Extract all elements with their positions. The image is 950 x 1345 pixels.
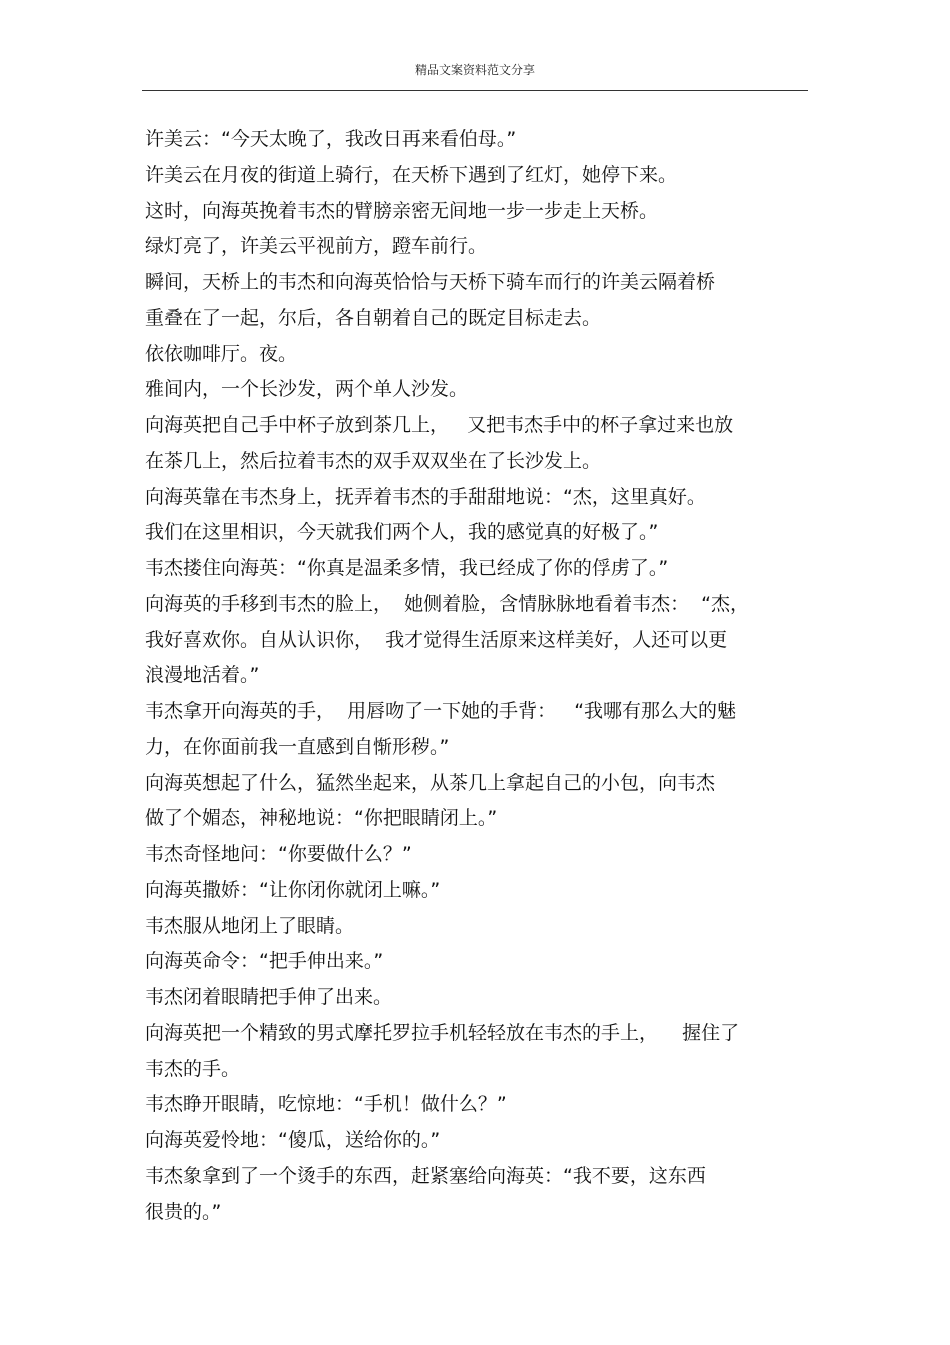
text-line: 我们在这里相识，今天就我们两个人，我的感觉真的好极了。”	[145, 521, 659, 544]
text-line: 许美云在月夜的街道上骑行，在天桥下遇到了红灯，她停下来。	[145, 163, 678, 186]
text-line: 雅间内，一个长沙发，两个单人沙发。	[145, 378, 469, 401]
text-line: 韦杰拿开向海英的手， 用唇吻了一下她的手背： “我哪有那么大的魅	[145, 700, 737, 722]
text-line: 瞬间，天桥上的韦杰和向海英恰恰与天桥下骑车而行的许美云隔着桥	[145, 271, 716, 293]
text-line: 向海英命令：“把手伸出来。”	[145, 950, 384, 973]
text-line: 向海英把自己手中杯子放到茶几上， 又把韦杰手中的杯子拿过来也放	[145, 414, 734, 436]
text-line: 向海英想起了什么，猛然坐起来，从茶几上拿起自己的小包，向韦杰	[145, 771, 716, 794]
text-line: 绿灯亮了，许美云平视前方，蹬车前行。	[145, 235, 488, 258]
text-line: 韦杰的手。	[145, 1057, 241, 1080]
text-line: 向海英把一个精致的男式摩托罗拉手机轻轻放在韦杰的手上， 握住了	[145, 1021, 740, 1044]
text-line: 向海英的手移到韦杰的脸上， 她侧着脸，含情脉脉地看着韦杰： “杰，	[145, 592, 750, 615]
text-line: 力，在你面前我一直感到自惭形秽。”	[145, 735, 450, 758]
text-line: 韦杰奇怪地问：“你要做什么？”	[145, 843, 412, 865]
text-line: 做了个媚态，神秘地说：“你把眼睛闭上。”	[145, 807, 498, 830]
text-line: 重叠在了一起，尔后，各自朝着自己的既定目标走去。	[145, 306, 602, 329]
text-line: 韦杰服从地闭上了眼睛。	[145, 914, 355, 937]
text-line: 在茶几上，然后拉着韦杰的双手双双坐在了长沙发上。	[145, 449, 602, 472]
header-divider	[142, 90, 808, 91]
text-line: 向海英靠在韦杰身上，抚弄着韦杰的手甜甜地说：“杰，这里真好。	[145, 485, 706, 508]
text-line: 我好喜欢你。自从认识你， 我才觉得生活原来这样美好，人还可以更	[145, 628, 728, 651]
text-line: 韦杰象拿到了一个烫手的东西，赶紧塞给向海英：“我不要，这东西	[145, 1164, 706, 1187]
text-line: 韦杰睁开眼睛，吃惊地：“手机！做什么？”	[145, 1093, 507, 1116]
text-line: 许美云：“今天太晚了，我改日再来看伯母。”	[145, 128, 517, 150]
header-title: 精品文案资料范文分享	[414, 63, 535, 77]
page-header	[0, 62, 950, 78]
text-line: 浪漫地活着。”	[145, 664, 260, 687]
text-line: 这时，向海英挽着韦杰的臂膀亲密无间地一步一步走上天桥。	[145, 199, 659, 222]
text-line: 依依咖啡厅。夜。	[145, 342, 298, 365]
text-line: 向海英爱怜地：“傻瓜，送给你的。”	[145, 1129, 441, 1151]
document-body	[145, 122, 810, 1230]
text-line: 很贵的。”	[145, 1200, 222, 1223]
text-line: 向海英撒娇：“让你闭你就闭上嘛。”	[145, 878, 441, 901]
text-line: 韦杰搂住向海英：“你真是温柔多情，我已经成了你的俘虏了。”	[145, 557, 669, 579]
text-line: 韦杰闭着眼睛把手伸了出来。	[145, 986, 393, 1008]
